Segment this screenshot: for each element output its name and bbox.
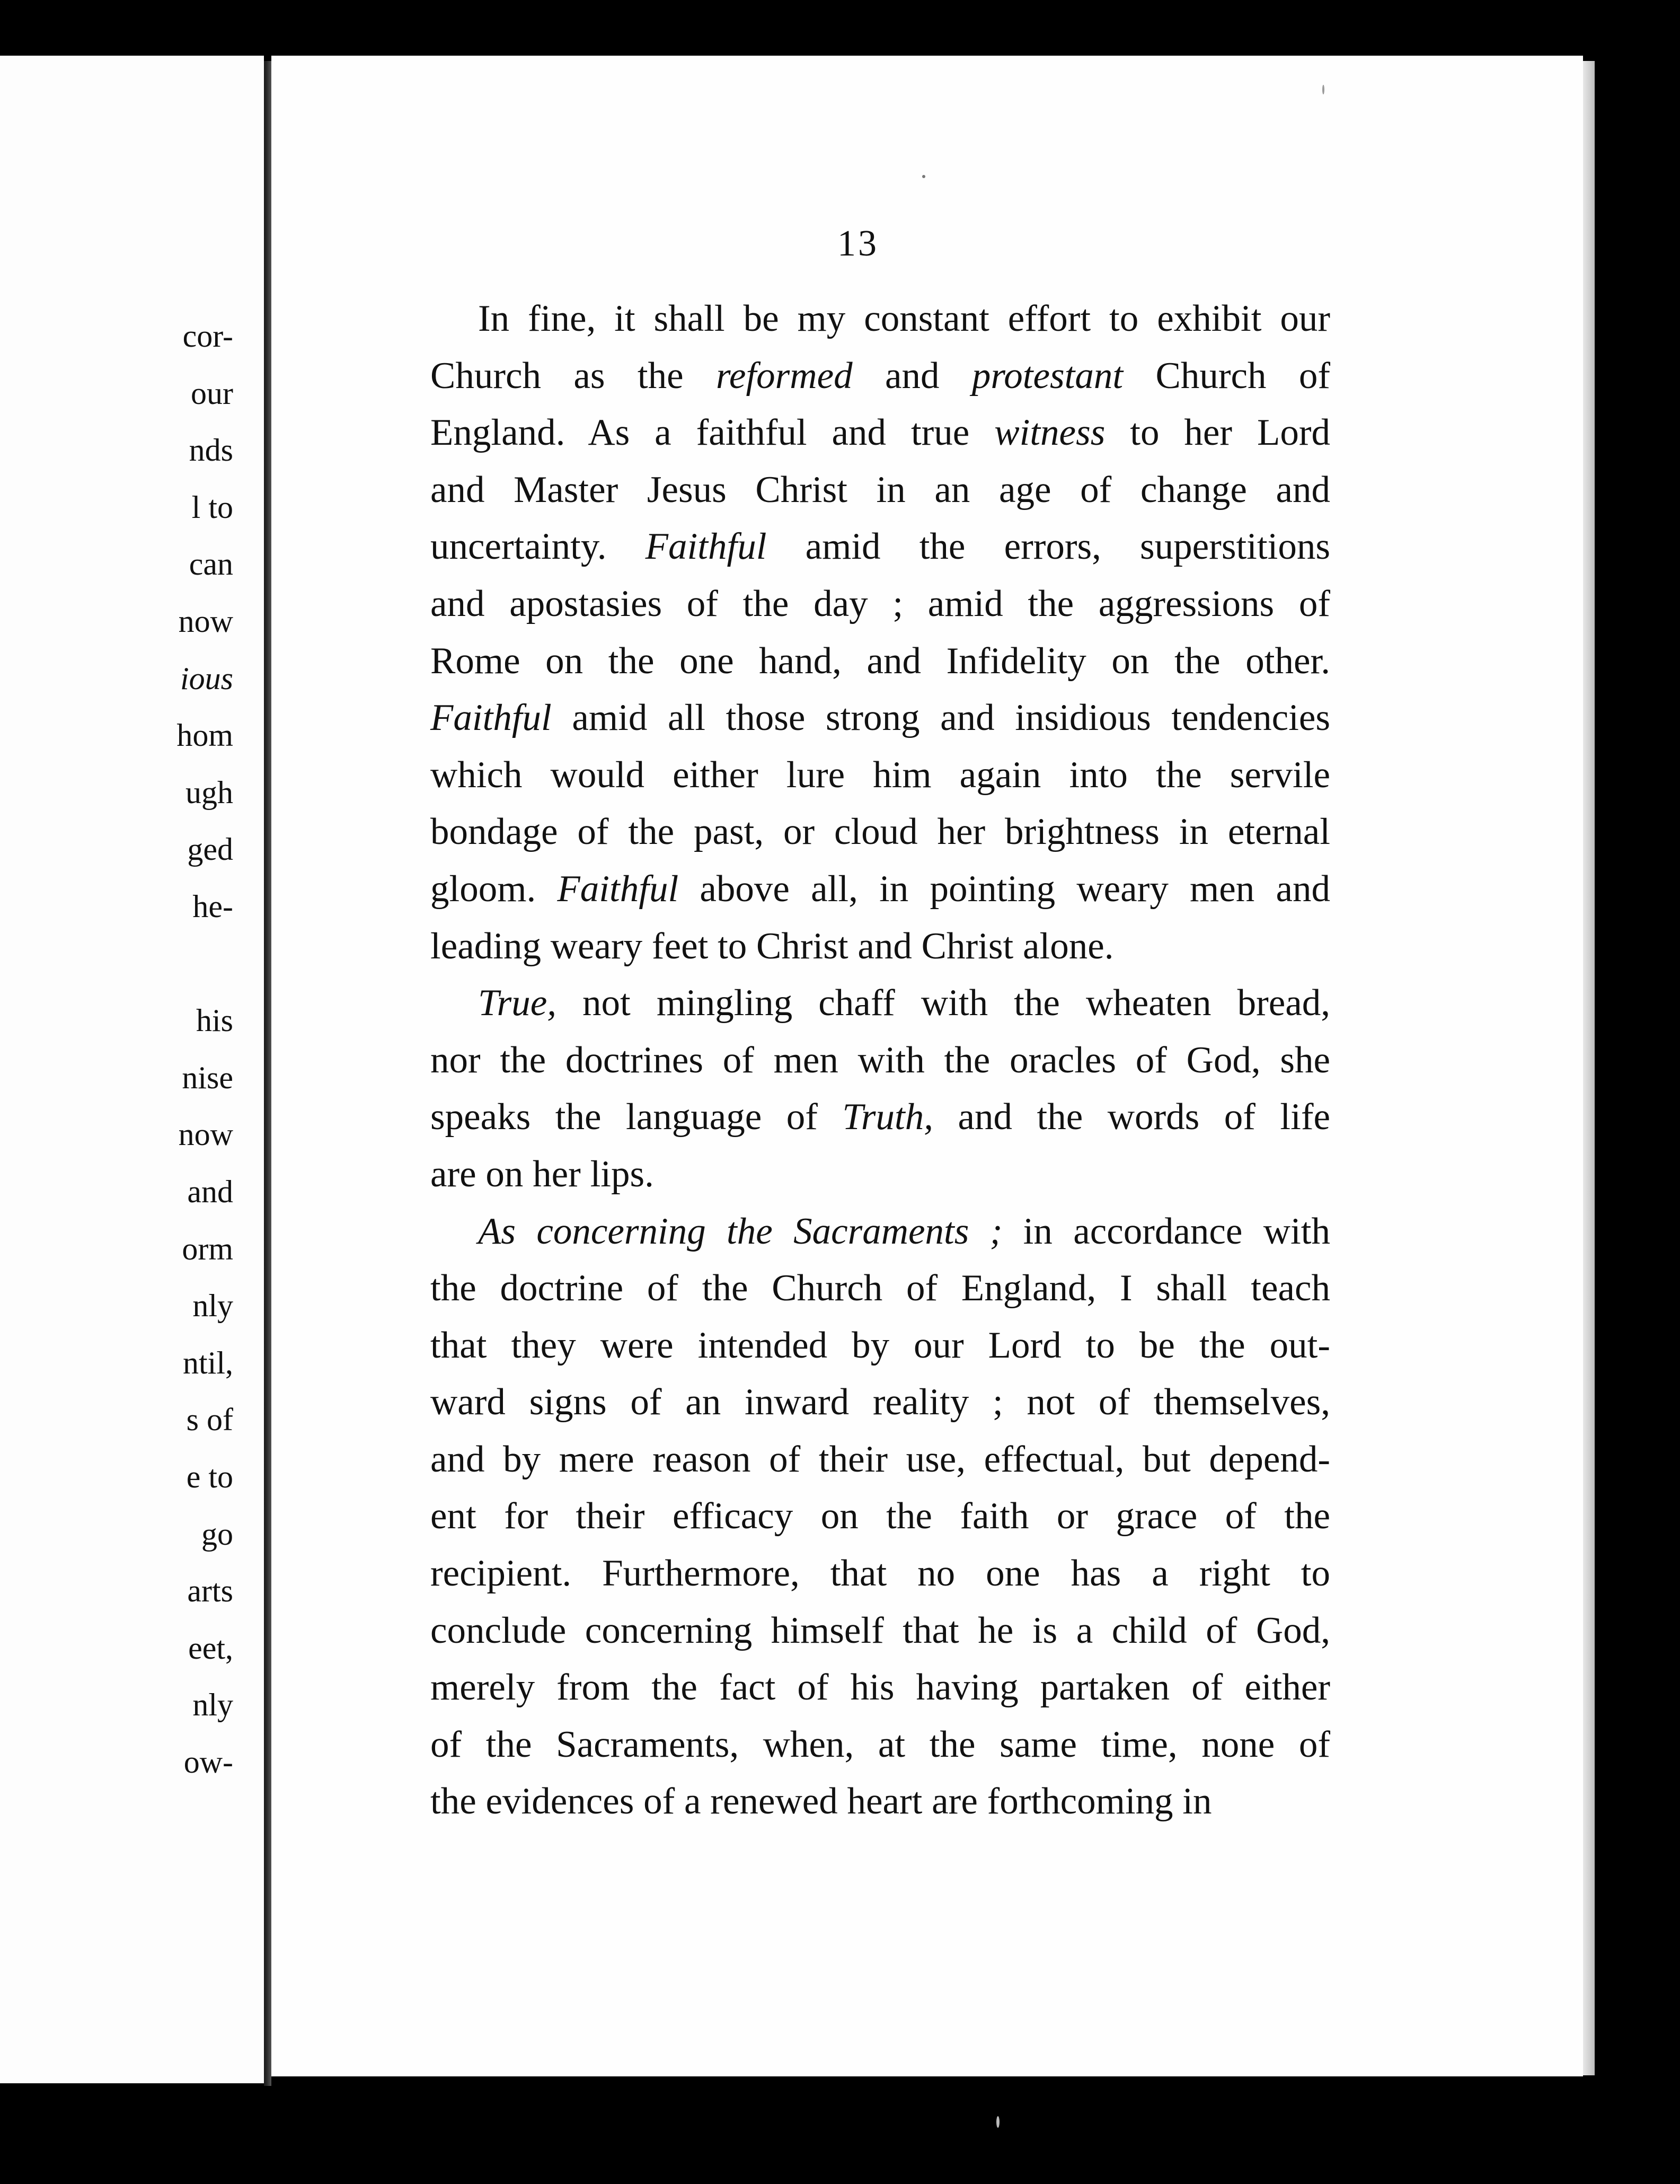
page-number: 13	[837, 223, 879, 264]
facing-page-line-end: ious	[180, 661, 233, 696]
text-run: amid all those strong and insidious tendencies	[551, 697, 1330, 739]
text-line	[430, 804, 1330, 861]
text-run: bondage of the past, or cloud her brightness in eternal	[430, 811, 1330, 853]
scan-speck	[922, 175, 925, 178]
text-line	[430, 1374, 1330, 1431]
italic-text: As concerning the Sacraments ;	[478, 1210, 1003, 1252]
text-run: not mingling chaff with the wheaten bread,	[556, 982, 1330, 1024]
italic-text: Faithful	[557, 868, 679, 910]
facing-page-line-end: his	[196, 1003, 233, 1038]
text-line	[430, 1089, 1330, 1146]
italic-text: Faithful	[430, 697, 552, 739]
text-run: Church as the	[430, 355, 716, 397]
page-body-text	[430, 290, 1330, 1830]
text-run: merely from the fact of his having partaken of either	[430, 1667, 1330, 1709]
text-run: and apostasies of the day ; amid the aggressions of	[430, 583, 1330, 624]
text-line	[430, 1260, 1330, 1317]
text-line	[430, 1032, 1330, 1089]
text-line	[430, 348, 1330, 405]
text-run: England. As a faithful and true	[430, 412, 995, 454]
facing-page-line-end: nly	[192, 1288, 233, 1324]
text-line	[430, 1431, 1330, 1489]
text-line	[430, 518, 1330, 576]
facing-page-line-end: can	[189, 547, 233, 582]
text-run: nor the doctrines of men with the oracles of God, she	[430, 1039, 1330, 1081]
text-line	[430, 918, 1330, 975]
facing-page-line-ends	[0, 56, 233, 2083]
facing-page-line-end: nds	[189, 433, 233, 468]
italic-text: witness	[994, 412, 1106, 454]
scan-speck	[1322, 85, 1324, 94]
text-line	[430, 690, 1330, 747]
italic-text: protestant	[971, 355, 1124, 397]
text-run: and the words of life	[933, 1096, 1330, 1138]
text-run: in accordance with	[1002, 1210, 1330, 1252]
text-run: and Master Jesus Christ in an age of change and	[430, 469, 1330, 510]
text-run: the doctrine of the Church of England, I shall teach	[430, 1267, 1330, 1309]
text-run: above all, in pointing weary men and	[678, 868, 1331, 910]
italic-text: Truth,	[842, 1096, 934, 1138]
text-run: gloom.	[430, 868, 558, 910]
facing-page-line-end: nly	[192, 1687, 233, 1723]
text-run: In fine, it shall be my constant effort to exhibit our	[478, 298, 1330, 339]
text-run: and	[852, 355, 972, 397]
facing-page-line-end: he-	[192, 889, 233, 924]
facing-page-line-end: nise	[182, 1060, 233, 1095]
facing-page-line-end: now	[178, 1117, 233, 1152]
scan-speck	[996, 2116, 1000, 2128]
text-line	[430, 1146, 1330, 1203]
facing-page-line-end: hom	[176, 718, 233, 753]
text-line	[430, 290, 1330, 348]
facing-page-line-end: s of	[186, 1402, 233, 1438]
facing-page-line-end: ntil,	[182, 1345, 233, 1380]
facing-page-line-end: eet,	[188, 1630, 233, 1666]
facing-page-line-end: e to	[186, 1459, 233, 1494]
text-run: ent for their efficacy on the faith or grace of the	[430, 1495, 1330, 1537]
text-line	[430, 1488, 1330, 1545]
text-line	[430, 1602, 1330, 1660]
text-line	[430, 1317, 1330, 1375]
text-run: the evidences of a renewed heart are forthcoming in	[430, 1781, 1212, 1822]
text-line	[430, 1773, 1330, 1830]
text-run: speaks the language of	[430, 1096, 843, 1138]
text-run: are on her lips.	[430, 1153, 654, 1195]
text-run: of the Sacraments, when, at the same time, none of	[430, 1723, 1330, 1765]
italic-text: Faithful	[645, 526, 767, 568]
text-run: ward signs of an inward reality ; not of themselves,	[430, 1381, 1330, 1423]
text-run: Church of	[1123, 355, 1330, 397]
text-line	[430, 1659, 1330, 1716]
facing-page-line-end: now	[178, 604, 233, 639]
text-run: to her Lord	[1105, 412, 1330, 454]
text-line	[430, 1203, 1330, 1261]
page-edge	[1583, 61, 1595, 2075]
facing-page-line-end: orm	[182, 1231, 233, 1266]
book-gutter	[264, 61, 271, 2086]
text-line	[430, 1545, 1330, 1602]
facing-page-line-end: go	[201, 1516, 233, 1552]
text-run: uncertainty.	[430, 526, 646, 568]
facing-page-line-end: l to	[191, 489, 233, 525]
facing-page-line-end: arts	[187, 1573, 233, 1609]
text-line	[430, 747, 1330, 804]
italic-text: True,	[478, 982, 556, 1024]
text-line	[430, 861, 1330, 918]
text-run: Rome on the one hand, and Infidelity on the other.	[430, 640, 1330, 682]
facing-page-line-end: our	[191, 375, 233, 411]
facing-page-line-end: and	[187, 1174, 233, 1209]
text-run: conclude concerning himself that he is a child of God,	[430, 1609, 1330, 1651]
facing-page-line-end: cor-	[182, 319, 233, 354]
italic-text: reformed	[715, 355, 853, 397]
text-line	[430, 576, 1330, 633]
text-run: leading weary feet to Christ and Christ alone.	[430, 925, 1114, 967]
text-run: recipient. Furthermore, that no one has a right to	[430, 1553, 1330, 1595]
text-line	[430, 975, 1330, 1032]
facing-page-fragment	[0, 56, 264, 2083]
facing-page-line-end: ugh	[185, 774, 233, 810]
text-line	[430, 404, 1330, 462]
text-line	[430, 1716, 1330, 1774]
text-line	[430, 633, 1330, 690]
text-line	[430, 462, 1330, 519]
text-run: that they were intended by our Lord to be the out-	[430, 1324, 1330, 1366]
facing-page-line-end: ow-	[183, 1745, 233, 1780]
text-run: amid the errors, superstitions	[766, 526, 1330, 568]
facing-page-line-end: ged	[187, 832, 233, 867]
text-run: and by mere reason of their use, effectual, but depend-	[430, 1438, 1330, 1480]
text-run: which would either lure him again into the servile	[430, 754, 1330, 796]
